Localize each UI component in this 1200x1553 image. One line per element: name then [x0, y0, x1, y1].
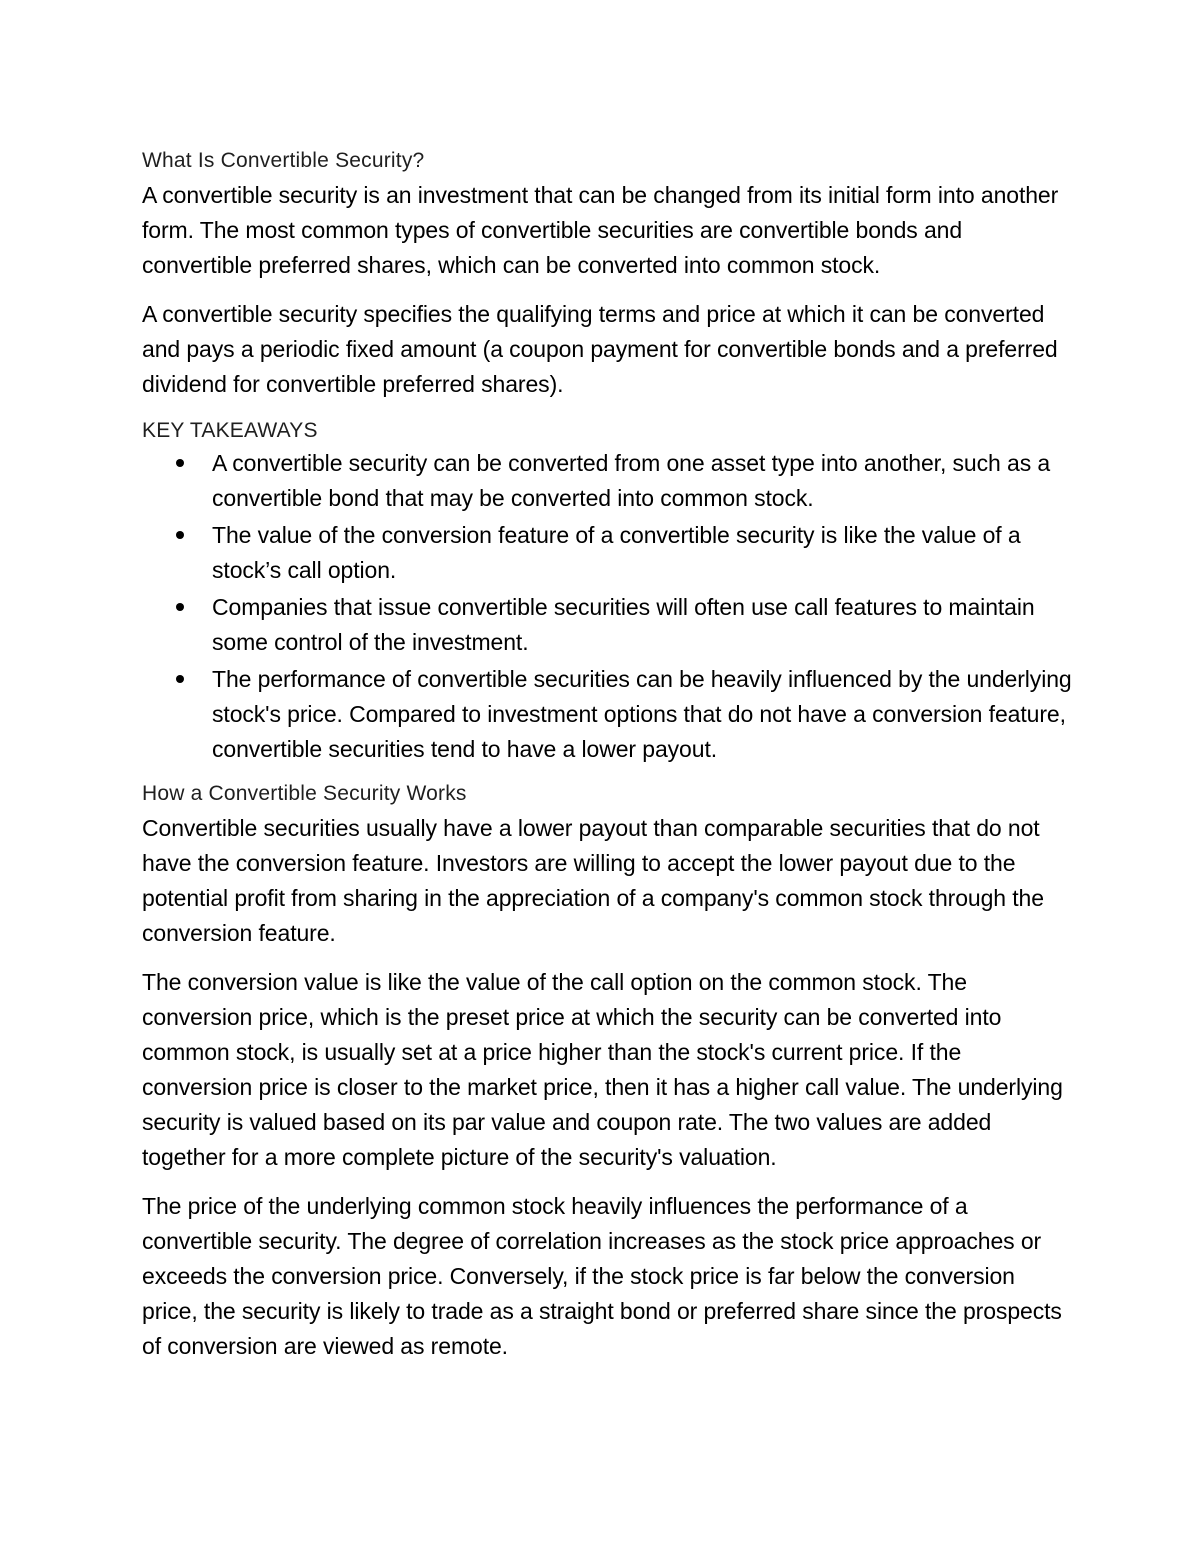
list-item-text: Companies that issue convertible securities will often use call features to maintain some control of the investment. [212, 594, 1035, 655]
paragraph-lower-payout: Convertible securities usually have a lower payout than comparable securities that do not have the conversion feature. Investors are willing to accept the lower payout due to the potential profit from sharing in the appreciation of a company's common stock through the conversion feature. [142, 815, 1044, 946]
list-item [142, 518, 1072, 588]
document-page [142, 146, 1072, 1378]
list-item [142, 662, 1072, 767]
bullet-icon [176, 675, 184, 683]
bullet-icon [176, 531, 184, 539]
bullet-icon [176, 603, 184, 611]
section-heading-what-is: What Is Convertible Security? [142, 149, 425, 172]
paragraph-definition: A convertible security is an investment that can be changed from its initial form into another form. The most common types of convertible securities are convertible bonds and convertible preferred shares, which can be converted into common stock. [142, 182, 1059, 278]
paragraph-terms: A convertible security specifies the qualifying terms and price at which it can be converted and pays a periodic fixed amount (a coupon payment for convertible bonds and a preferred dividend for convertible preferred shares). [142, 301, 1058, 397]
list-item [142, 590, 1072, 660]
bullet-icon [176, 459, 184, 467]
key-takeaways-list [142, 446, 1072, 767]
section-heading-how-it-works: How a Convertible Security Works [142, 782, 467, 805]
list-item-text: The value of the conversion feature of a convertible security is like the value of a stock’s call option. [212, 522, 1021, 583]
list-item-text: A convertible security can be converted from one asset type into another, such as a convertible bond that may be converted into common stock. [212, 450, 1051, 511]
key-takeaways-heading: KEY TAKEAWAYS [142, 419, 318, 442]
paragraph-conversion-value: The conversion value is like the value of the call option on the common stock. The conversion price, which is the preset price at which the security can be converted into common stock, is usually set at a price higher than the stock's current price. If the conversion price is closer to the market price, then it has a higher call value. The underlying security is valued based on its par value and coupon rate. The two values are added together for a more complete picture of the security's valuation. [142, 969, 1063, 1170]
list-item-text: The performance of convertible securities can be heavily influenced by the underlying stock's price. Compared to investment options that do not have a conversion feature, convertible securities tend to have a lower payout. [212, 666, 1072, 762]
paragraph-stock-influence: The price of the underlying common stock heavily influences the performance of a convertible security. The degree of correlation increases as the stock price approaches or exceeds the conversion price. Conversely, if the stock price is far below the conversion price, the security is likely to trade as a straight bond or preferred share since the prospects of conversion are viewed as remote. [142, 1193, 1062, 1359]
list-item [142, 446, 1072, 516]
